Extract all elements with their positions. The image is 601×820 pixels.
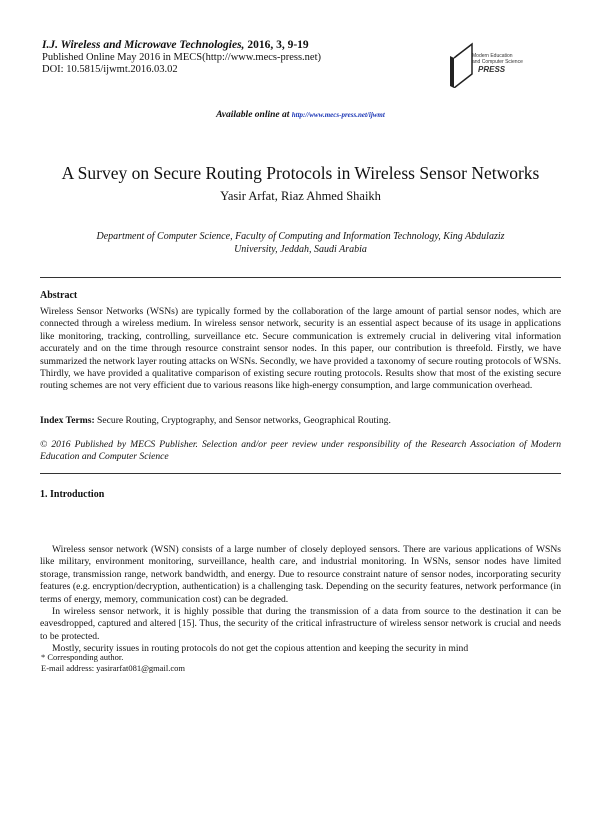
paragraph: Wireless sensor network (WSN) consists of a large number of closely deployed sensors. There are various applications of WSNs like military, environment monitoring, surveillance, health care, and industrial monitoring. In WSNs, sensor nodes have limited storage, transmission range, network bandwidth, and energy. Due to resource constraint nature of sensor nodes, incorporating security features (e.g. encryption/decryption, authentication) is a challenging task. Depending on the security features, network performance (in terms of energy, memory, communication cost) can be degraded. — [40, 544, 561, 605]
authors: Yasir Arfat, Riaz Ahmed Shaikh — [220, 189, 381, 203]
logo-text: Modern Education — [472, 53, 513, 59]
copyright: © 2016 Published by MECS Publisher. Selection and/or peer review under responsibility of the Research Association of Modern Education and Computer Science — [40, 439, 561, 463]
index-terms-text: Secure Routing, Cryptography, and Sensor networks, Geographical Routing. — [94, 415, 391, 426]
doi: DOI: 10.5815/ijwmt.2016.03.02 — [42, 64, 178, 75]
journal-link[interactable]: http://www.mecs-press.net/ijwmt — [291, 111, 385, 119]
section-heading: 1. Introduction — [40, 489, 105, 500]
paper-title: A Survey on Secure Routing Protocols in Wireless Sensor Networks — [61, 163, 540, 183]
index-terms — [40, 415, 561, 427]
abstract-paragraph: Wireless Sensor Networks (WSNs) are typically formed by the collaboration of the large amount of partial sensor nodes, which are connected through a wireless medium. In wireless sensor network, security is an essential aspect because of its usage in applications like monitoring, tracking, controlling, surveillance etc. Secure communication is extremely crucial in delivering vital information accurately and on the time through resource constraint sensor nodes. In this paper, our contribution is threefold. Firstly, we have summarized the network layer routing attacks on WSNs. Secondly, we have provided a taxonomy of secure routing protocols of WSNs. Thirdly, we have provided a qualitative comparison of existing secure routing protocols. Results show that most of the existing secure routing schemes are not very efficient due to various reasons like high-energy consumption, and large communication overhead. — [40, 306, 561, 392]
available-label: Available online at — [216, 110, 292, 120]
published-line: Published Online May 2016 in MECS(http://www.mecs-press.net) — [42, 52, 322, 63]
intro-body — [40, 544, 561, 656]
available-online — [0, 110, 601, 120]
journal-name: I.J. Wireless and Microwave Technologies, — [42, 39, 245, 51]
footnote — [41, 652, 185, 674]
mecs-press-logo — [446, 42, 556, 88]
paragraph: Mostly, security issues in routing protocols do not get the copious attention and keeping the security in mind — [52, 643, 469, 655]
footnote-email: E-mail address: yasirarfat081@gmail.com — [41, 663, 186, 673]
journal-issue: 2016, 3, 9-19 — [244, 39, 309, 51]
footnote-corresponding: * Corresponding author. — [41, 652, 124, 662]
index-terms-label: Index Terms: — [40, 415, 95, 426]
divider — [40, 277, 561, 278]
abstract-text — [40, 306, 561, 393]
affiliation: Department of Computer Science, Faculty of Computing and Information Technology, King Abdulaziz University, Jeddah, Saudi Arabia — [96, 231, 505, 255]
journal-header — [42, 39, 321, 76]
paragraph: In wireless sensor network, it is highly possible that during the transmission of a data from source to the destination it can be eavesdropped, captured and altered [15]. Thus, the security of the critical infrastructure of wireless sensor network is crucial and needs to be protected. — [40, 606, 561, 642]
abstract-heading: Abstract — [40, 290, 78, 301]
logo-text: PRESS — [478, 65, 506, 74]
divider — [40, 473, 561, 474]
logo-text: and Computer Science — [472, 58, 523, 65]
